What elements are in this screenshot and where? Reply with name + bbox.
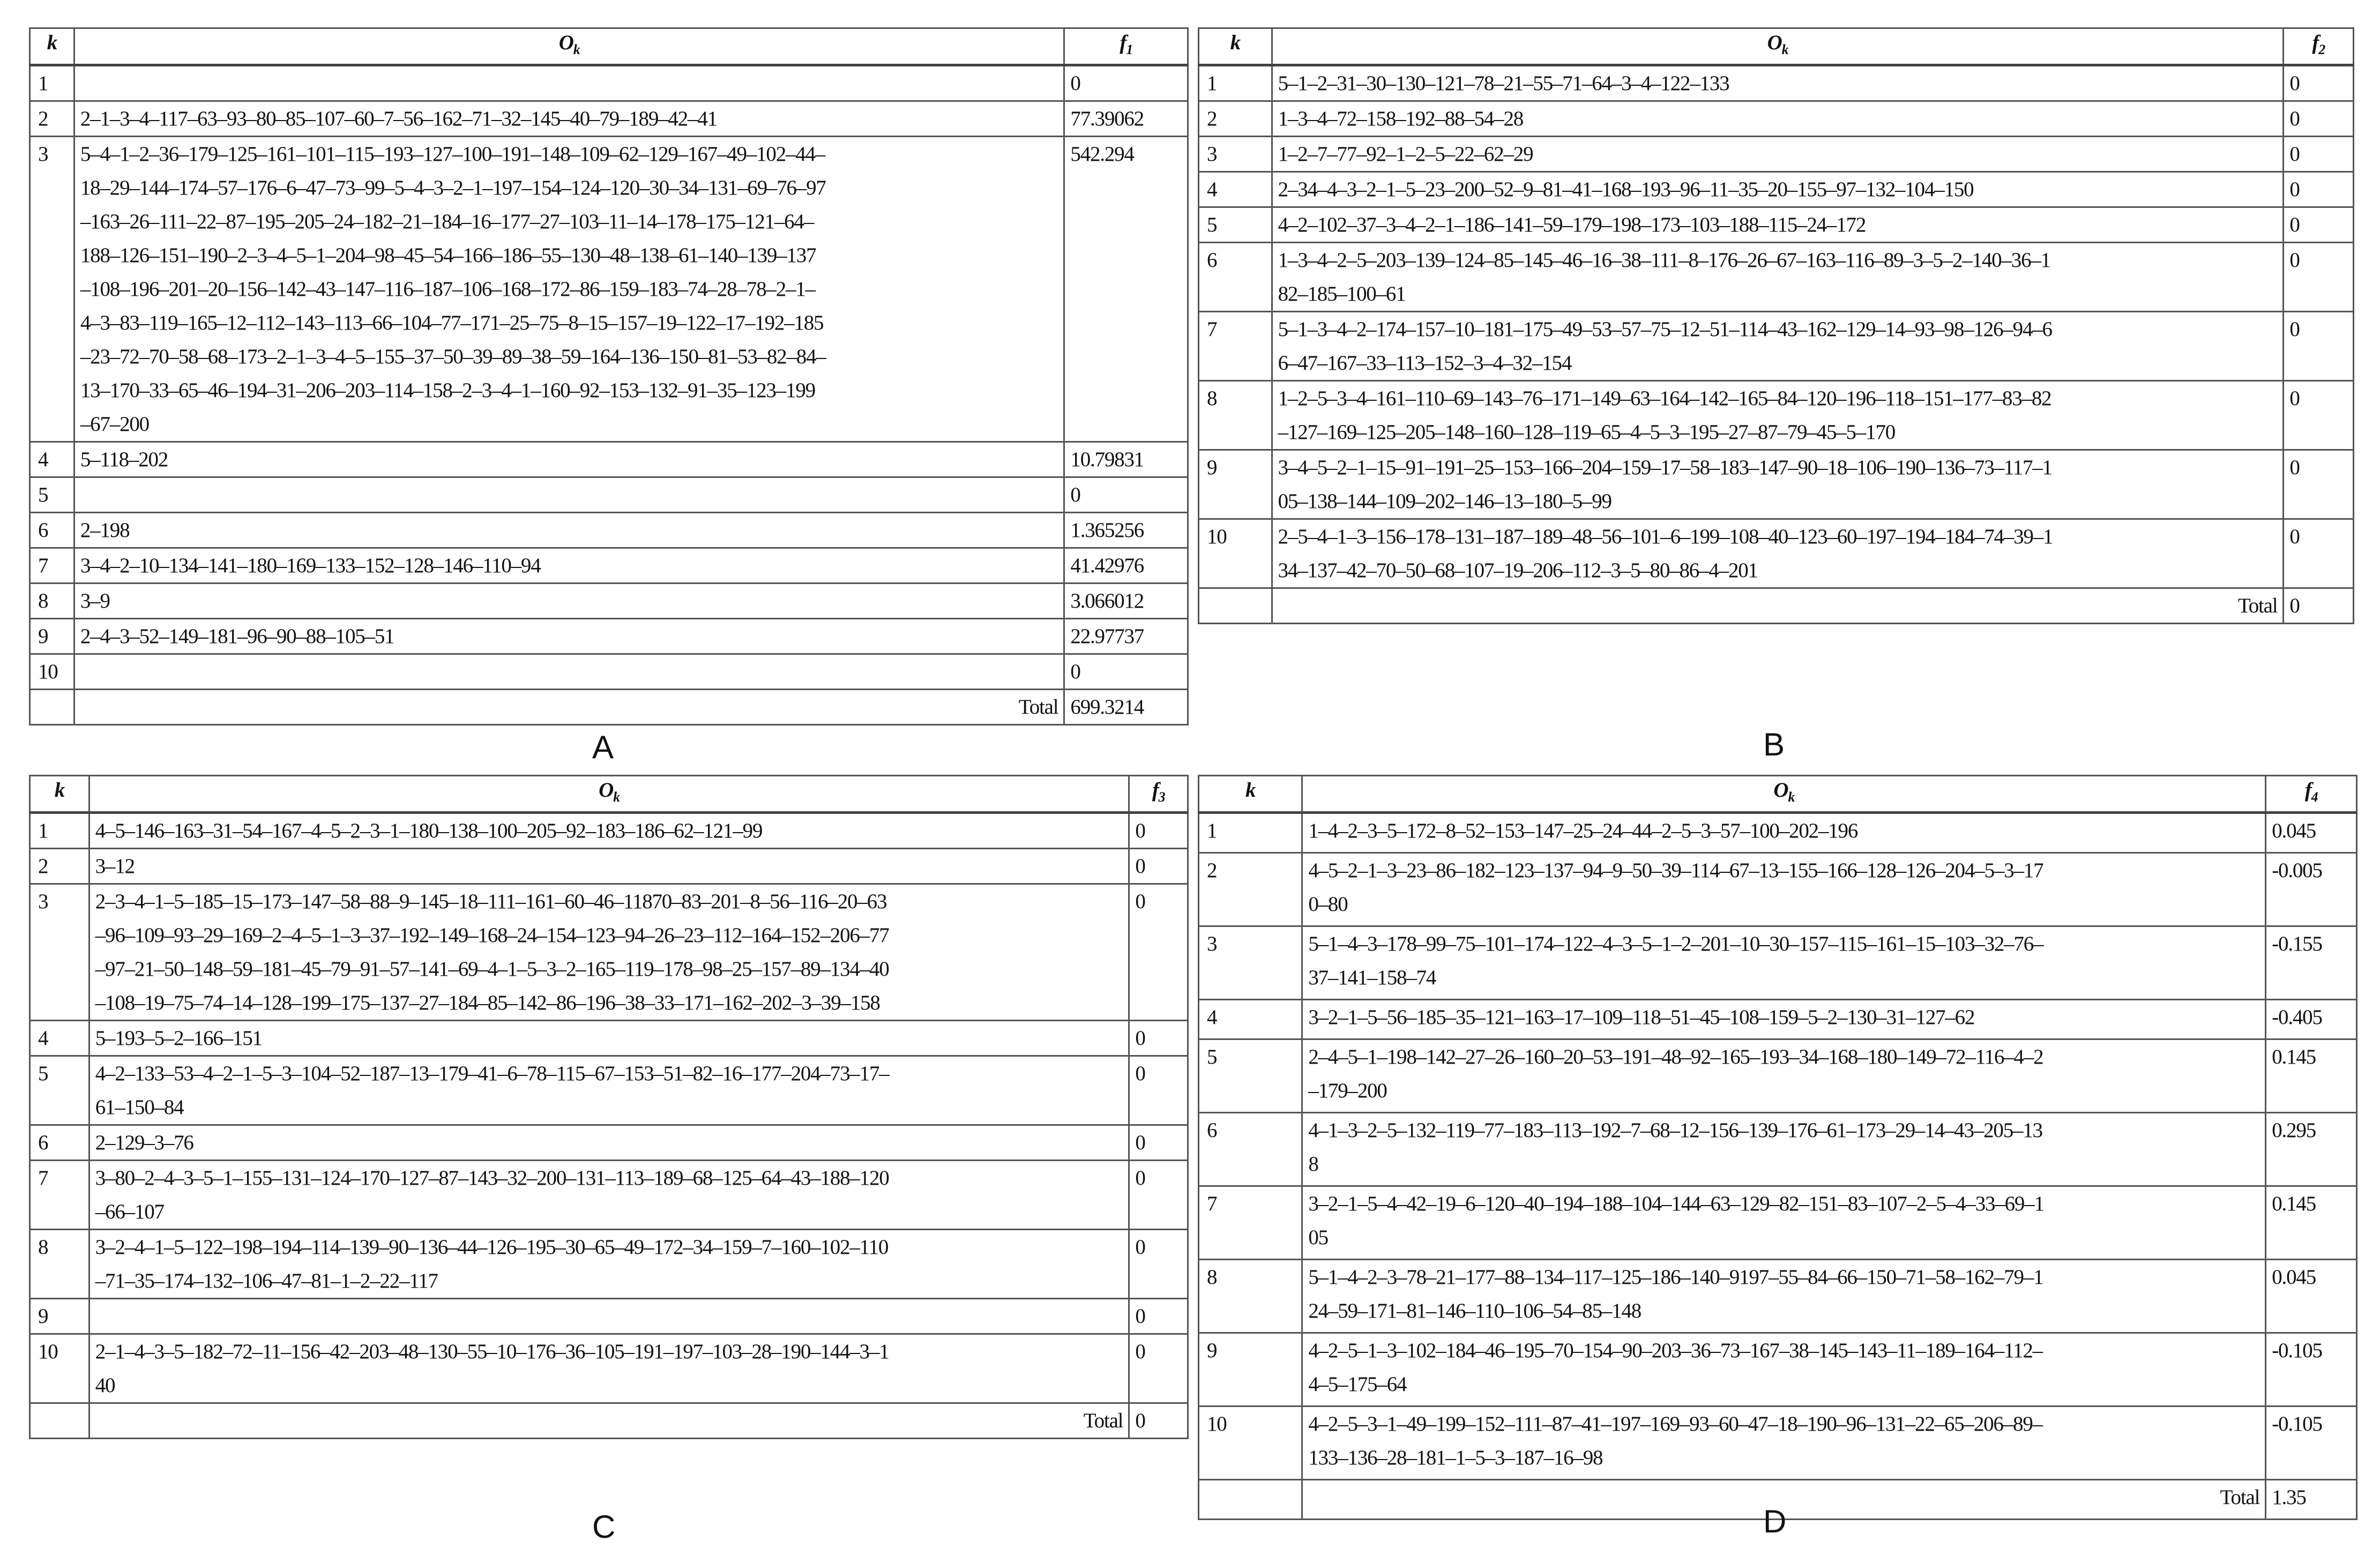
total-empty bbox=[30, 1403, 89, 1438]
table-c bbox=[29, 775, 1189, 1439]
cell-f: 0 bbox=[2284, 171, 2354, 207]
cell-o bbox=[89, 884, 1129, 1020]
cell-f: 0 bbox=[1129, 1334, 1188, 1403]
cell-f: -0.005 bbox=[2266, 852, 2357, 926]
cell-f: 0 bbox=[2284, 242, 2354, 311]
cell-o bbox=[74, 654, 1064, 689]
route-line: –67–200 bbox=[80, 412, 149, 436]
route-line: 188–126–151–190–2–3–4–5–1–204–98–45–54–166–186–55–130–48–138–61–140–139–137 bbox=[80, 243, 816, 267]
cell-o bbox=[1302, 1333, 2266, 1406]
cell-o bbox=[1272, 101, 2284, 136]
route-line: 05 bbox=[1308, 1225, 1328, 1249]
route-line: 133–136–28–181–1–5–3–187–16–98 bbox=[1308, 1446, 1603, 1469]
table-row bbox=[30, 548, 1188, 583]
cell-o bbox=[89, 1056, 1129, 1125]
cell-k: 1 bbox=[1199, 65, 1272, 101]
route-line: –108–19–75–74–14–128–199–175–137–27–184–85–142–86–196–38–33–171–162–202–3–39–158 bbox=[95, 991, 880, 1014]
route-line: 13–170–33–65–46–194–31–206–203–114–158–2–3–4–1–160–92–153–132–91–35–123–199 bbox=[80, 378, 815, 402]
table-row bbox=[30, 1125, 1188, 1160]
cell-k: 9 bbox=[1199, 1333, 1302, 1406]
header-f-sub: 4 bbox=[2311, 789, 2318, 805]
cell-o bbox=[1272, 65, 2284, 101]
cell-f: 1.365256 bbox=[1064, 512, 1188, 548]
table-row bbox=[1199, 1112, 2357, 1186]
cell-o bbox=[89, 848, 1129, 884]
cell-k: 10 bbox=[1199, 519, 1272, 588]
route-line: 5–1–2–31–30–130–121–78–21–55–71–64–3–4–122–133 bbox=[1278, 71, 1729, 95]
cell-f: 0 bbox=[2284, 519, 2354, 588]
header-o-sub: k bbox=[613, 789, 620, 805]
header-o-sub: k bbox=[573, 41, 580, 57]
cell-k: 7 bbox=[1199, 311, 1272, 380]
route-line: 61–150–84 bbox=[95, 1095, 184, 1119]
table-b bbox=[1198, 27, 2354, 624]
cell-k: 10 bbox=[30, 1334, 89, 1403]
cell-o bbox=[89, 1160, 1129, 1229]
route-line: –97–21–50–148–59–181–45–79–91–57–141–69–4–1–5–3–2–165–119–178–98–25–157–89–134–40 bbox=[95, 957, 889, 981]
route-line: 40 bbox=[95, 1373, 115, 1397]
cell-k: 3 bbox=[1199, 136, 1272, 171]
table-row bbox=[30, 477, 1188, 512]
route-line: 2–4–5–1–198–142–27–26–160–20–53–191–48–92–165–193–34–168–180–149–72–116–4–2 bbox=[1308, 1045, 2043, 1068]
route-line: 5–1–3–4–2–174–157–10–181–175–49–53–57–75–12–51–114–43–162–129–14–93–98–126–94–6 bbox=[1278, 317, 2052, 341]
cell-k: 3 bbox=[30, 136, 74, 442]
table-row bbox=[1199, 926, 2357, 999]
cell-k: 6 bbox=[30, 1125, 89, 1160]
table-a bbox=[29, 27, 1189, 725]
table-row bbox=[30, 1334, 1188, 1403]
route-line: 3–80–2–4–3–5–1–155–131–124–170–127–87–143–32–200–131–113–189–68–125–64–43–188–120 bbox=[95, 1166, 889, 1190]
table-row bbox=[30, 812, 1188, 848]
cell-k: 5 bbox=[1199, 207, 1272, 242]
route-line: 5–1–4–3–178–99–75–101–174–122–4–3–5–1–2–201–10–30–157–115–161–15–103–32–76– bbox=[1308, 932, 2043, 955]
route-line: 2–129–3–76 bbox=[95, 1131, 193, 1154]
route-line: 2–198 bbox=[80, 518, 130, 542]
route-line: 3–2–4–1–5–122–198–194–114–139–90–136–44–126–195–30–65–49–172–34–159–7–160–102–110 bbox=[95, 1235, 889, 1259]
cell-f: 0.295 bbox=[2266, 1112, 2357, 1186]
table-row bbox=[1199, 450, 2354, 519]
route-line: 1–2–5–3–4–161–110–69–143–76–171–149–63–164–142–165–84–120–196–118–151–177–83–82 bbox=[1278, 386, 2051, 410]
cell-o bbox=[1272, 380, 2284, 450]
cell-f: 0.045 bbox=[2266, 1259, 2357, 1333]
cell-o bbox=[74, 512, 1064, 548]
cell-k: 7 bbox=[30, 1160, 89, 1229]
route-line bbox=[95, 1299, 1123, 1333]
header-row bbox=[30, 776, 1188, 813]
table-row bbox=[1199, 171, 2354, 207]
cell-f: -0.105 bbox=[2266, 1333, 2357, 1406]
panel-label-c: C bbox=[592, 1509, 616, 1545]
header-f-sub: 1 bbox=[1126, 41, 1132, 57]
header-f-text: f bbox=[1120, 31, 1126, 54]
cell-f: -0.155 bbox=[2266, 926, 2357, 999]
total-label: Total bbox=[74, 689, 1064, 724]
cell-f: 10.79831 bbox=[1064, 442, 1188, 477]
route-line: 5–1–4–2–3–78–21–177–88–134–117–125–186–140–9197–55–84–66–150–71–58–162–79–1 bbox=[1308, 1265, 2043, 1289]
cell-o bbox=[89, 1020, 1129, 1056]
cell-f: 41.42976 bbox=[1064, 548, 1188, 583]
cell-o bbox=[1302, 1186, 2266, 1259]
header-k: k bbox=[30, 776, 89, 813]
cell-k: 3 bbox=[30, 884, 89, 1020]
route-line: 5–118–202 bbox=[80, 447, 168, 471]
route-line: 34–137–42–70–50–68–107–19–206–112–3–5–80–86–4–201 bbox=[1278, 558, 1758, 582]
cell-o bbox=[1302, 999, 2266, 1039]
table-row bbox=[30, 583, 1188, 618]
table-row bbox=[1199, 852, 2357, 926]
header-f-sub: 3 bbox=[1158, 789, 1165, 805]
table-row bbox=[1199, 101, 2354, 136]
route-line: 1–4–2–3–5–172–8–52–153–147–25–24–44–2–5–3–57–100–202–196 bbox=[1308, 819, 1858, 842]
cell-k: 6 bbox=[30, 512, 74, 548]
route-line: 1–3–4–72–158–192–88–54–28 bbox=[1278, 107, 1524, 130]
table-row bbox=[30, 654, 1188, 689]
cell-f: 0 bbox=[2284, 311, 2354, 380]
cell-k: 10 bbox=[1199, 1406, 1302, 1479]
header-o-text: O bbox=[1773, 779, 1788, 802]
header-f bbox=[1129, 776, 1188, 813]
cell-f: 0 bbox=[2284, 380, 2354, 450]
total-empty bbox=[30, 689, 74, 724]
route-line: 4–1–3–2–5–132–119–77–183–113–192–7–68–12–156–139–176–61–173–29–14–43–205–13 bbox=[1308, 1118, 2042, 1142]
table-row bbox=[1199, 812, 2357, 852]
total-row bbox=[1199, 588, 2354, 623]
cell-k: 8 bbox=[30, 583, 74, 618]
cell-o bbox=[1272, 450, 2284, 519]
cell-o bbox=[74, 136, 1064, 442]
cell-f: 0 bbox=[1129, 1298, 1188, 1334]
cell-o bbox=[89, 1125, 1129, 1160]
route-line: 8 bbox=[1308, 1152, 1318, 1176]
route-line: –71–35–174–132–106–47–81–1–2–22–117 bbox=[95, 1269, 438, 1292]
cell-o bbox=[1302, 1406, 2266, 1479]
header-f bbox=[2284, 28, 2354, 65]
route-line: 4–3–83–119–165–12–112–143–113–66–104–77–171–25–75–8–15–157–19–122–17–192–185 bbox=[80, 311, 824, 334]
cell-k: 5 bbox=[1199, 1039, 1302, 1112]
header-row bbox=[1199, 28, 2354, 65]
table-row bbox=[30, 618, 1188, 654]
route-line: 5–193–5–2–166–151 bbox=[95, 1026, 262, 1050]
route-line: 6–47–167–33–113–152–3–4–32–154 bbox=[1278, 351, 1572, 375]
cell-k: 8 bbox=[1199, 380, 1272, 450]
cell-o bbox=[89, 812, 1129, 848]
route-line: 4–5–175–64 bbox=[1308, 1372, 1407, 1396]
total-label: Total bbox=[1272, 588, 2284, 623]
route-line: 4–2–5–3–1–49–199–152–111–87–41–197–169–93–60–47–18–190–96–131–22–65–206–89– bbox=[1308, 1412, 2042, 1435]
panel-label-a: A bbox=[592, 729, 614, 765]
total-row bbox=[30, 1403, 1188, 1438]
header-o-text: O bbox=[1767, 31, 1782, 54]
route-line: –163–26–111–22–87–195–205–24–182–21–184–16–177–27–103–11–14–178–175–121–64– bbox=[80, 210, 814, 233]
route-line bbox=[80, 66, 1058, 100]
header-f bbox=[2266, 776, 2357, 813]
cell-o bbox=[1302, 1259, 2266, 1333]
cell-f: 0 bbox=[1129, 1160, 1188, 1229]
header-k: k bbox=[1199, 776, 1302, 813]
cell-o bbox=[74, 548, 1064, 583]
table-row bbox=[1199, 380, 2354, 450]
cell-f: 77.39062 bbox=[1064, 101, 1188, 136]
cell-f: 0 bbox=[2284, 207, 2354, 242]
route-line: 4–2–5–1–3–102–184–46–195–70–154–90–203–36–73–167–38–145–143–11–189–164–112– bbox=[1308, 1338, 2042, 1362]
table-d bbox=[1198, 775, 2357, 1520]
header-o-text: O bbox=[599, 779, 614, 802]
route-line: 3–12 bbox=[95, 854, 135, 878]
cell-k: 4 bbox=[30, 1020, 89, 1056]
table-row bbox=[1199, 311, 2354, 380]
table-row bbox=[30, 1160, 1188, 1229]
table-row bbox=[30, 884, 1188, 1020]
cell-o bbox=[74, 442, 1064, 477]
cell-f: 0 bbox=[1129, 884, 1188, 1020]
route-line: 3–4–5–2–1–15–91–191–25–153–166–204–159–17–58–183–147–90–18–106–190–136–73–117–1 bbox=[1278, 455, 2052, 479]
route-line: 05–138–144–109–202–146–13–180–5–99 bbox=[1278, 489, 1611, 513]
header-o bbox=[1272, 28, 2284, 65]
cell-f: 0 bbox=[2284, 136, 2354, 171]
cell-f: 0 bbox=[1064, 654, 1188, 689]
cell-k: 9 bbox=[1199, 450, 1272, 519]
total-empty bbox=[1199, 588, 1272, 623]
cell-f: 0 bbox=[1064, 477, 1188, 512]
table-row bbox=[30, 848, 1188, 884]
route-line: 5–4–1–2–36–179–125–161–101–115–193–127–100–191–148–109–62–129–167–49–102–44– bbox=[80, 142, 825, 166]
route-line: 2–1–4–3–5–182–72–11–156–42–203–48–130–55–10–176–36–105–191–197–103–28–190–144–3–1 bbox=[95, 1340, 889, 1363]
cell-k: 5 bbox=[30, 1056, 89, 1125]
route-line: 4–2–102–37–3–4–2–1–186–141–59–179–198–173–103–188–115–24–172 bbox=[1278, 213, 1866, 236]
header-f bbox=[1064, 28, 1188, 65]
table-row bbox=[1199, 1186, 2357, 1259]
route-line: –127–169–125–205–148–160–128–119–65–4–5–3–195–27–87–79–45–5–170 bbox=[1278, 420, 1896, 444]
header-f-text: f bbox=[2312, 31, 2319, 54]
table-row bbox=[30, 512, 1188, 548]
cell-f: 0.145 bbox=[2266, 1186, 2357, 1259]
total-value: 0 bbox=[1129, 1403, 1188, 1438]
cell-k: 7 bbox=[1199, 1186, 1302, 1259]
table-row bbox=[1199, 999, 2357, 1039]
cell-k: 2 bbox=[1199, 101, 1272, 136]
cell-o bbox=[1272, 519, 2284, 588]
cell-k: 9 bbox=[30, 618, 74, 654]
cell-o bbox=[74, 618, 1064, 654]
cell-f: 0.045 bbox=[2266, 812, 2357, 852]
cell-k: 8 bbox=[30, 1229, 89, 1298]
cell-k: 1 bbox=[30, 65, 74, 101]
cell-f: 0 bbox=[2284, 450, 2354, 519]
table-row bbox=[1199, 242, 2354, 311]
cell-f: 0 bbox=[1129, 1056, 1188, 1125]
route-line: –108–196–201–20–156–142–43–147–116–187–106–168–172–86–159–183–74–28–78–2–1– bbox=[80, 277, 815, 301]
cell-k: 2 bbox=[1199, 852, 1302, 926]
cell-k: 4 bbox=[1199, 999, 1302, 1039]
route-line: 3–2–1–5–56–185–35–121–163–17–109–118–51–45–108–159–5–2–130–31–127–62 bbox=[1308, 1005, 1975, 1029]
route-line: 2–34–4–3–2–1–5–23–200–52–9–81–41–168–193–96–11–35–20–155–97–132–104–150 bbox=[1278, 177, 1974, 201]
route-line: 4–5–2–1–3–23–86–182–123–137–94–9–50–39–114–67–13–155–166–128–126–204–5–3–17 bbox=[1308, 858, 2043, 882]
cell-f: 0 bbox=[1129, 1020, 1188, 1056]
header-o-sub: k bbox=[1788, 789, 1795, 805]
header-o-sub: k bbox=[1781, 41, 1788, 57]
cell-o bbox=[1302, 852, 2266, 926]
cell-o bbox=[1272, 311, 2284, 380]
header-f-sub: 2 bbox=[2318, 41, 2325, 57]
table-row bbox=[1199, 207, 2354, 242]
cell-o bbox=[1272, 171, 2284, 207]
route-line: 1–3–4–2–5–203–139–124–85–145–46–16–38–111–8–176–26–67–163–116–89–3–5–2–140–36–1 bbox=[1278, 248, 2050, 272]
header-f-text: f bbox=[1152, 779, 1159, 802]
cell-o bbox=[1272, 242, 2284, 311]
cell-f: 22.97737 bbox=[1064, 618, 1188, 654]
cell-o bbox=[1272, 207, 2284, 242]
table-row bbox=[1199, 519, 2354, 588]
cell-k: 8 bbox=[1199, 1259, 1302, 1333]
cell-k: 2 bbox=[30, 101, 74, 136]
route-line: 4–5–146–163–31–54–167–4–5–2–3–1–180–138–100–205–92–183–186–62–121–99 bbox=[95, 819, 763, 842]
route-line: –23–72–70–58–68–173–2–1–3–4–5–155–37–50–39–89–38–59–164–136–150–81–53–82–84– bbox=[80, 345, 826, 368]
cell-k: 2 bbox=[30, 848, 89, 884]
panel-label-b: B bbox=[1763, 727, 1785, 762]
cell-f: 0 bbox=[1129, 848, 1188, 884]
route-line bbox=[80, 655, 1058, 689]
cell-f: 0 bbox=[2284, 101, 2354, 136]
route-line: 2–3–4–1–5–185–15–173–147–58–88–9–145–18–111–161–60–46–11870–83–201–8–56–116–20–63 bbox=[95, 889, 887, 913]
cell-k: 3 bbox=[1199, 926, 1302, 999]
cell-f: 0 bbox=[2284, 65, 2354, 101]
route-line: 1–2–7–77–92–1–2–5–22–62–29 bbox=[1278, 142, 1533, 166]
total-value: 0 bbox=[2284, 588, 2354, 623]
table-row bbox=[1199, 1259, 2357, 1333]
header-k: k bbox=[1199, 28, 1272, 65]
route-line: 0–80 bbox=[1308, 892, 1348, 916]
cell-k: 7 bbox=[30, 548, 74, 583]
cell-o bbox=[1302, 1039, 2266, 1112]
table-row bbox=[30, 101, 1188, 136]
table-row bbox=[30, 1056, 1188, 1125]
total-value: 699.3214 bbox=[1064, 689, 1188, 724]
route-line: 2–1–3–4–117–63–93–80–85–107–60–7–56–162–71–32–145–40–79–189–42–41 bbox=[80, 107, 717, 130]
route-line: 2–5–4–1–3–156–178–131–187–189–48–56–101–6–199–108–40–123–60–197–194–184–74–39–1 bbox=[1278, 525, 2053, 548]
route-line: 4–2–133–53–4–2–1–5–3–104–52–187–13–179–41–6–78–115–67–153–51–82–16–177–204–73–17– bbox=[95, 1061, 889, 1085]
cell-f: 0 bbox=[1129, 812, 1188, 848]
cell-k: 4 bbox=[30, 442, 74, 477]
cell-f: 0 bbox=[1064, 65, 1188, 101]
table-row bbox=[30, 1298, 1188, 1334]
cell-o bbox=[89, 1229, 1129, 1298]
header-k: k bbox=[30, 28, 74, 65]
route-line: 3–2–1–5–4–42–19–6–120–40–194–188–104–144–63–129–82–151–83–107–2–5–4–33–69–1 bbox=[1308, 1192, 2044, 1215]
cell-o bbox=[74, 477, 1064, 512]
total-label: Total bbox=[89, 1403, 1129, 1438]
cell-k: 1 bbox=[1199, 812, 1302, 852]
header-f-text: f bbox=[2304, 779, 2311, 802]
cell-k: 6 bbox=[1199, 242, 1272, 311]
table-row bbox=[30, 65, 1188, 101]
table-row bbox=[30, 442, 1188, 477]
cell-o bbox=[89, 1334, 1129, 1403]
route-line: 82–185–100–61 bbox=[1278, 282, 1406, 305]
cell-k: 10 bbox=[30, 654, 74, 689]
table-row bbox=[1199, 1039, 2357, 1112]
total-empty bbox=[1199, 1479, 1302, 1519]
route-line: 24–59–171–81–146–110–106–54–85–148 bbox=[1308, 1299, 1642, 1322]
cell-o bbox=[1272, 136, 2284, 171]
cell-o bbox=[1302, 926, 2266, 999]
cell-o bbox=[89, 1298, 1129, 1334]
route-line: –96–109–93–29–169–2–4–5–1–3–37–192–149–168–24–154–123–94–26–23–112–164–152–206–77 bbox=[95, 923, 889, 947]
cell-k: 9 bbox=[30, 1298, 89, 1334]
total-label: Total bbox=[1302, 1479, 2266, 1519]
cell-k: 6 bbox=[1199, 1112, 1302, 1186]
cell-f: 542.294 bbox=[1064, 136, 1188, 442]
cell-f: 0 bbox=[1129, 1125, 1188, 1160]
cell-o bbox=[74, 65, 1064, 101]
cell-o bbox=[1302, 1112, 2266, 1186]
route-line: 3–9 bbox=[80, 589, 110, 612]
route-line: 2–4–3–52–149–181–96–90–88–105–51 bbox=[80, 624, 394, 648]
cell-o bbox=[1302, 812, 2266, 852]
table-row bbox=[30, 136, 1188, 442]
panel-label-d: D bbox=[1763, 1503, 1787, 1539]
cell-o bbox=[74, 583, 1064, 618]
cell-k: 4 bbox=[1199, 171, 1272, 207]
header-o bbox=[74, 28, 1064, 65]
header-row bbox=[30, 28, 1188, 65]
cell-f: 3.066012 bbox=[1064, 583, 1188, 618]
table-row bbox=[1199, 1406, 2357, 1479]
header-o bbox=[1302, 776, 2266, 813]
cell-k: 5 bbox=[30, 477, 74, 512]
table-row bbox=[1199, 136, 2354, 171]
cell-f: 0 bbox=[1129, 1229, 1188, 1298]
table-row bbox=[1199, 65, 2354, 101]
header-row bbox=[1199, 776, 2357, 813]
cell-f: -0.405 bbox=[2266, 999, 2357, 1039]
total-row bbox=[30, 689, 1188, 724]
header-o bbox=[89, 776, 1129, 813]
table-row bbox=[30, 1229, 1188, 1298]
route-line: –179–200 bbox=[1308, 1079, 1387, 1102]
route-line: –66–107 bbox=[95, 1200, 164, 1223]
route-line bbox=[80, 478, 1058, 512]
header-o-text: O bbox=[558, 31, 573, 54]
table-row bbox=[30, 1020, 1188, 1056]
cell-f: 0.145 bbox=[2266, 1039, 2357, 1112]
table-row bbox=[1199, 1333, 2357, 1406]
total-value: 1.35 bbox=[2266, 1479, 2357, 1519]
route-line: 3–4–2–10–134–141–180–169–133–152–128–146–110–94 bbox=[80, 553, 541, 577]
route-line: 37–141–158–74 bbox=[1308, 966, 1436, 989]
cell-o bbox=[74, 101, 1064, 136]
cell-k: 1 bbox=[30, 812, 89, 848]
route-line: 18–29–144–174–57–176–6–47–73–99–5–4–3–2–1–197–154–124–120–30–34–131–69–76–97 bbox=[80, 176, 826, 199]
cell-f: -0.105 bbox=[2266, 1406, 2357, 1479]
